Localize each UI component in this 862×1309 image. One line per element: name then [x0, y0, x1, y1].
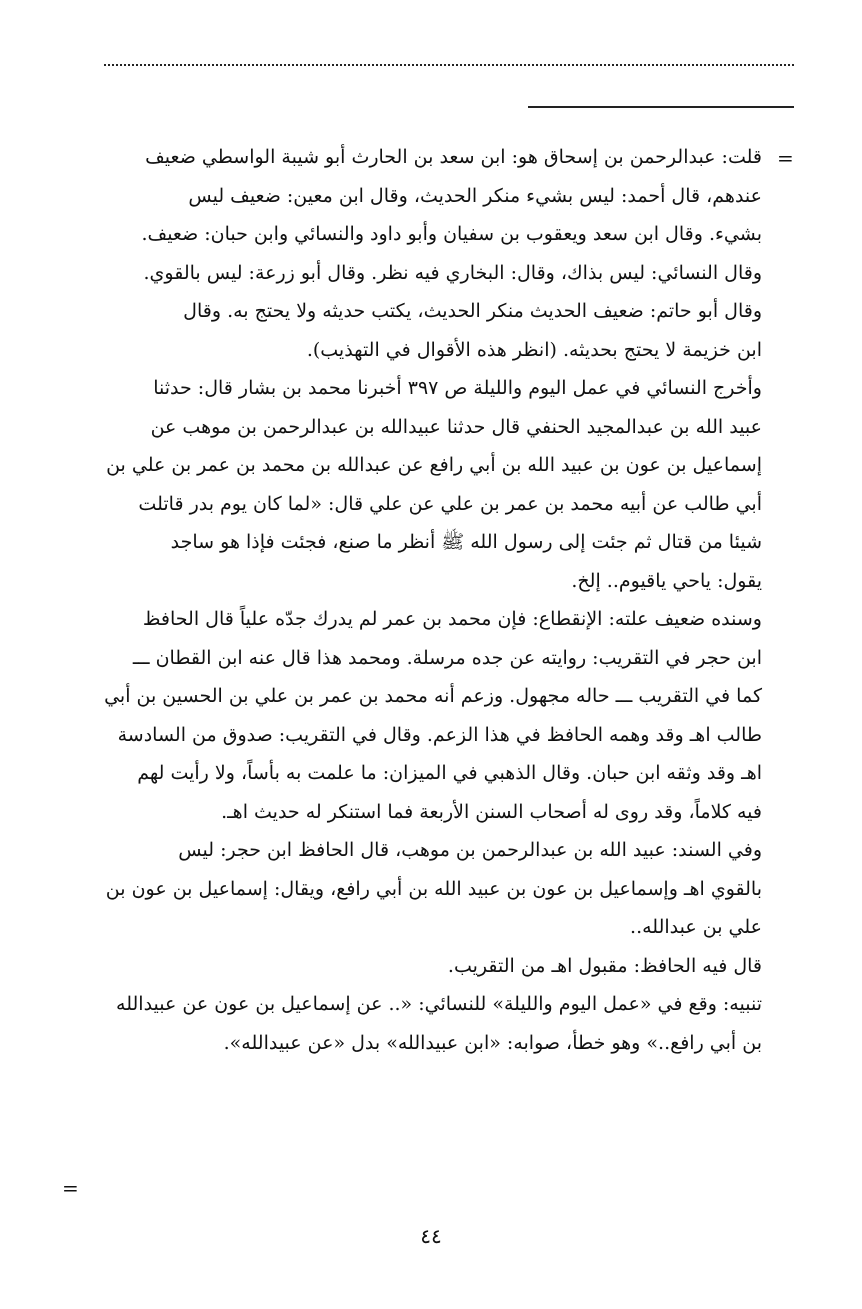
text-line: بالقوي اهـ وإسماعيل بن عون بن عبيد الله بن أبي رافع، ويقال: إسماعيل بن عون بن: [105, 877, 762, 900]
text-line: ابن حجر في التقريب: روايته عن جده مرسلة. ومحمد هذا قال عنه ابن القطان ـــ: [132, 646, 762, 669]
text-line: طالب اهـ وقد وهمه الحافظ في هذا الزعم. وقال في التقريب: صدوق من السادسة: [117, 723, 762, 746]
text-line: وفي السند: عبيد الله بن عبدالرحمن بن موهب، قال الحافظ ابن حجر: ليس: [178, 839, 762, 861]
text-line: إسماعيل بن عون بن عبيد الله بن أبي رافع عن عبدالله بن محمد بن عمر بن علي بن: [106, 454, 762, 476]
header-solid-rule: [528, 106, 794, 108]
text-line: بن أبي رافع..» وهو خطأ، صوابه: «ابن عبيدالله» بدل «عن عبيدالله».: [223, 1031, 762, 1054]
text-line: قلت: عبدالرحمن بن إسحاق هو: ابن سعد بن الحارث أبو شيبة الواسطي ضعيف: [145, 146, 762, 168]
text-line: وأخرج النسائي في عمل اليوم والليلة ص ٣٩٧ أخبرنا محمد بن بشار قال: حدثنا: [153, 377, 762, 399]
text-line: أبي طالب عن أبيه محمد بن عمر بن علي عن علي قال: «لما كان يوم بدر قاتلت: [138, 492, 762, 515]
text-line: اهـ وقد وثقه ابن حبان. وقال الذهبي في الميزان: ما علمت به بأساً، ولا رأيت لهم: [137, 762, 762, 784]
text-line: وقال أبو حاتم: ضعيف الحديث منكر الحديث، يكتب حديثه ولا يحتج به. وقال: [183, 300, 762, 322]
continuation-mark-top: =: [777, 146, 794, 170]
header-dotted-rule: [104, 64, 794, 66]
page-number: ٤٤: [420, 1224, 442, 1248]
text-line: كما في التقريب ـــ حاله مجهول. وزعم أنه محمد بن عمر بن علي بن الحسين بن أبي: [104, 685, 762, 707]
footnote-body: [96, 138, 762, 1062]
text-line: وسنده ضعيف علته: الإنقطاع: فإن محمد بن عمر لم يدرك جدّه علياً قال الحافظ: [142, 608, 762, 630]
text-line: شيئا من قتال ثم جئت إلى رسول الله ﷺ أنظر ما صنع، فجئت فإذا هو ساجد: [170, 531, 762, 553]
text-line: فيه كلاماً، وقد روى له أصحاب السنن الأربعة فما استنكر له حديث اهـ.: [221, 800, 762, 823]
text-line: تنبيه: وقع في «عمل اليوم والليلة» للنسائي: «.. عن إسماعيل بن عون عن عبيدالله: [116, 993, 762, 1015]
text-line: عبيد الله بن عبدالمجيد الحنفي قال حدثنا عبيدالله بن عبدالرحمن بن موهب عن: [150, 415, 762, 438]
text-line: يقول: ياحي ياقيوم.. إلخ.: [571, 569, 762, 592]
text-line: عندهم، قال أحمد: ليس بشيء منكر الحديث، وقال ابن معين: ضعيف ليس: [188, 184, 762, 207]
continuation-mark-bottom: =: [62, 1176, 79, 1200]
text-line: بشيء. وقال ابن سعد ويعقوب بن سفيان وأبو داود والنسائي وابن حبان: ضعيف.: [141, 223, 762, 245]
text-line: قال فيه الحافظ: مقبول اهـ من التقريب.: [447, 954, 762, 977]
text-line: علي بن عبدالله..: [630, 916, 762, 938]
text-line: وقال النسائي: ليس بذاك، وقال: البخاري فيه نظر. وقال أبو زرعة: ليس بالقوي.: [143, 261, 762, 284]
text-line: ابن خزيمة لا يحتج بحديثه. (انظر هذه الأقوال في التهذيب).: [306, 338, 762, 361]
